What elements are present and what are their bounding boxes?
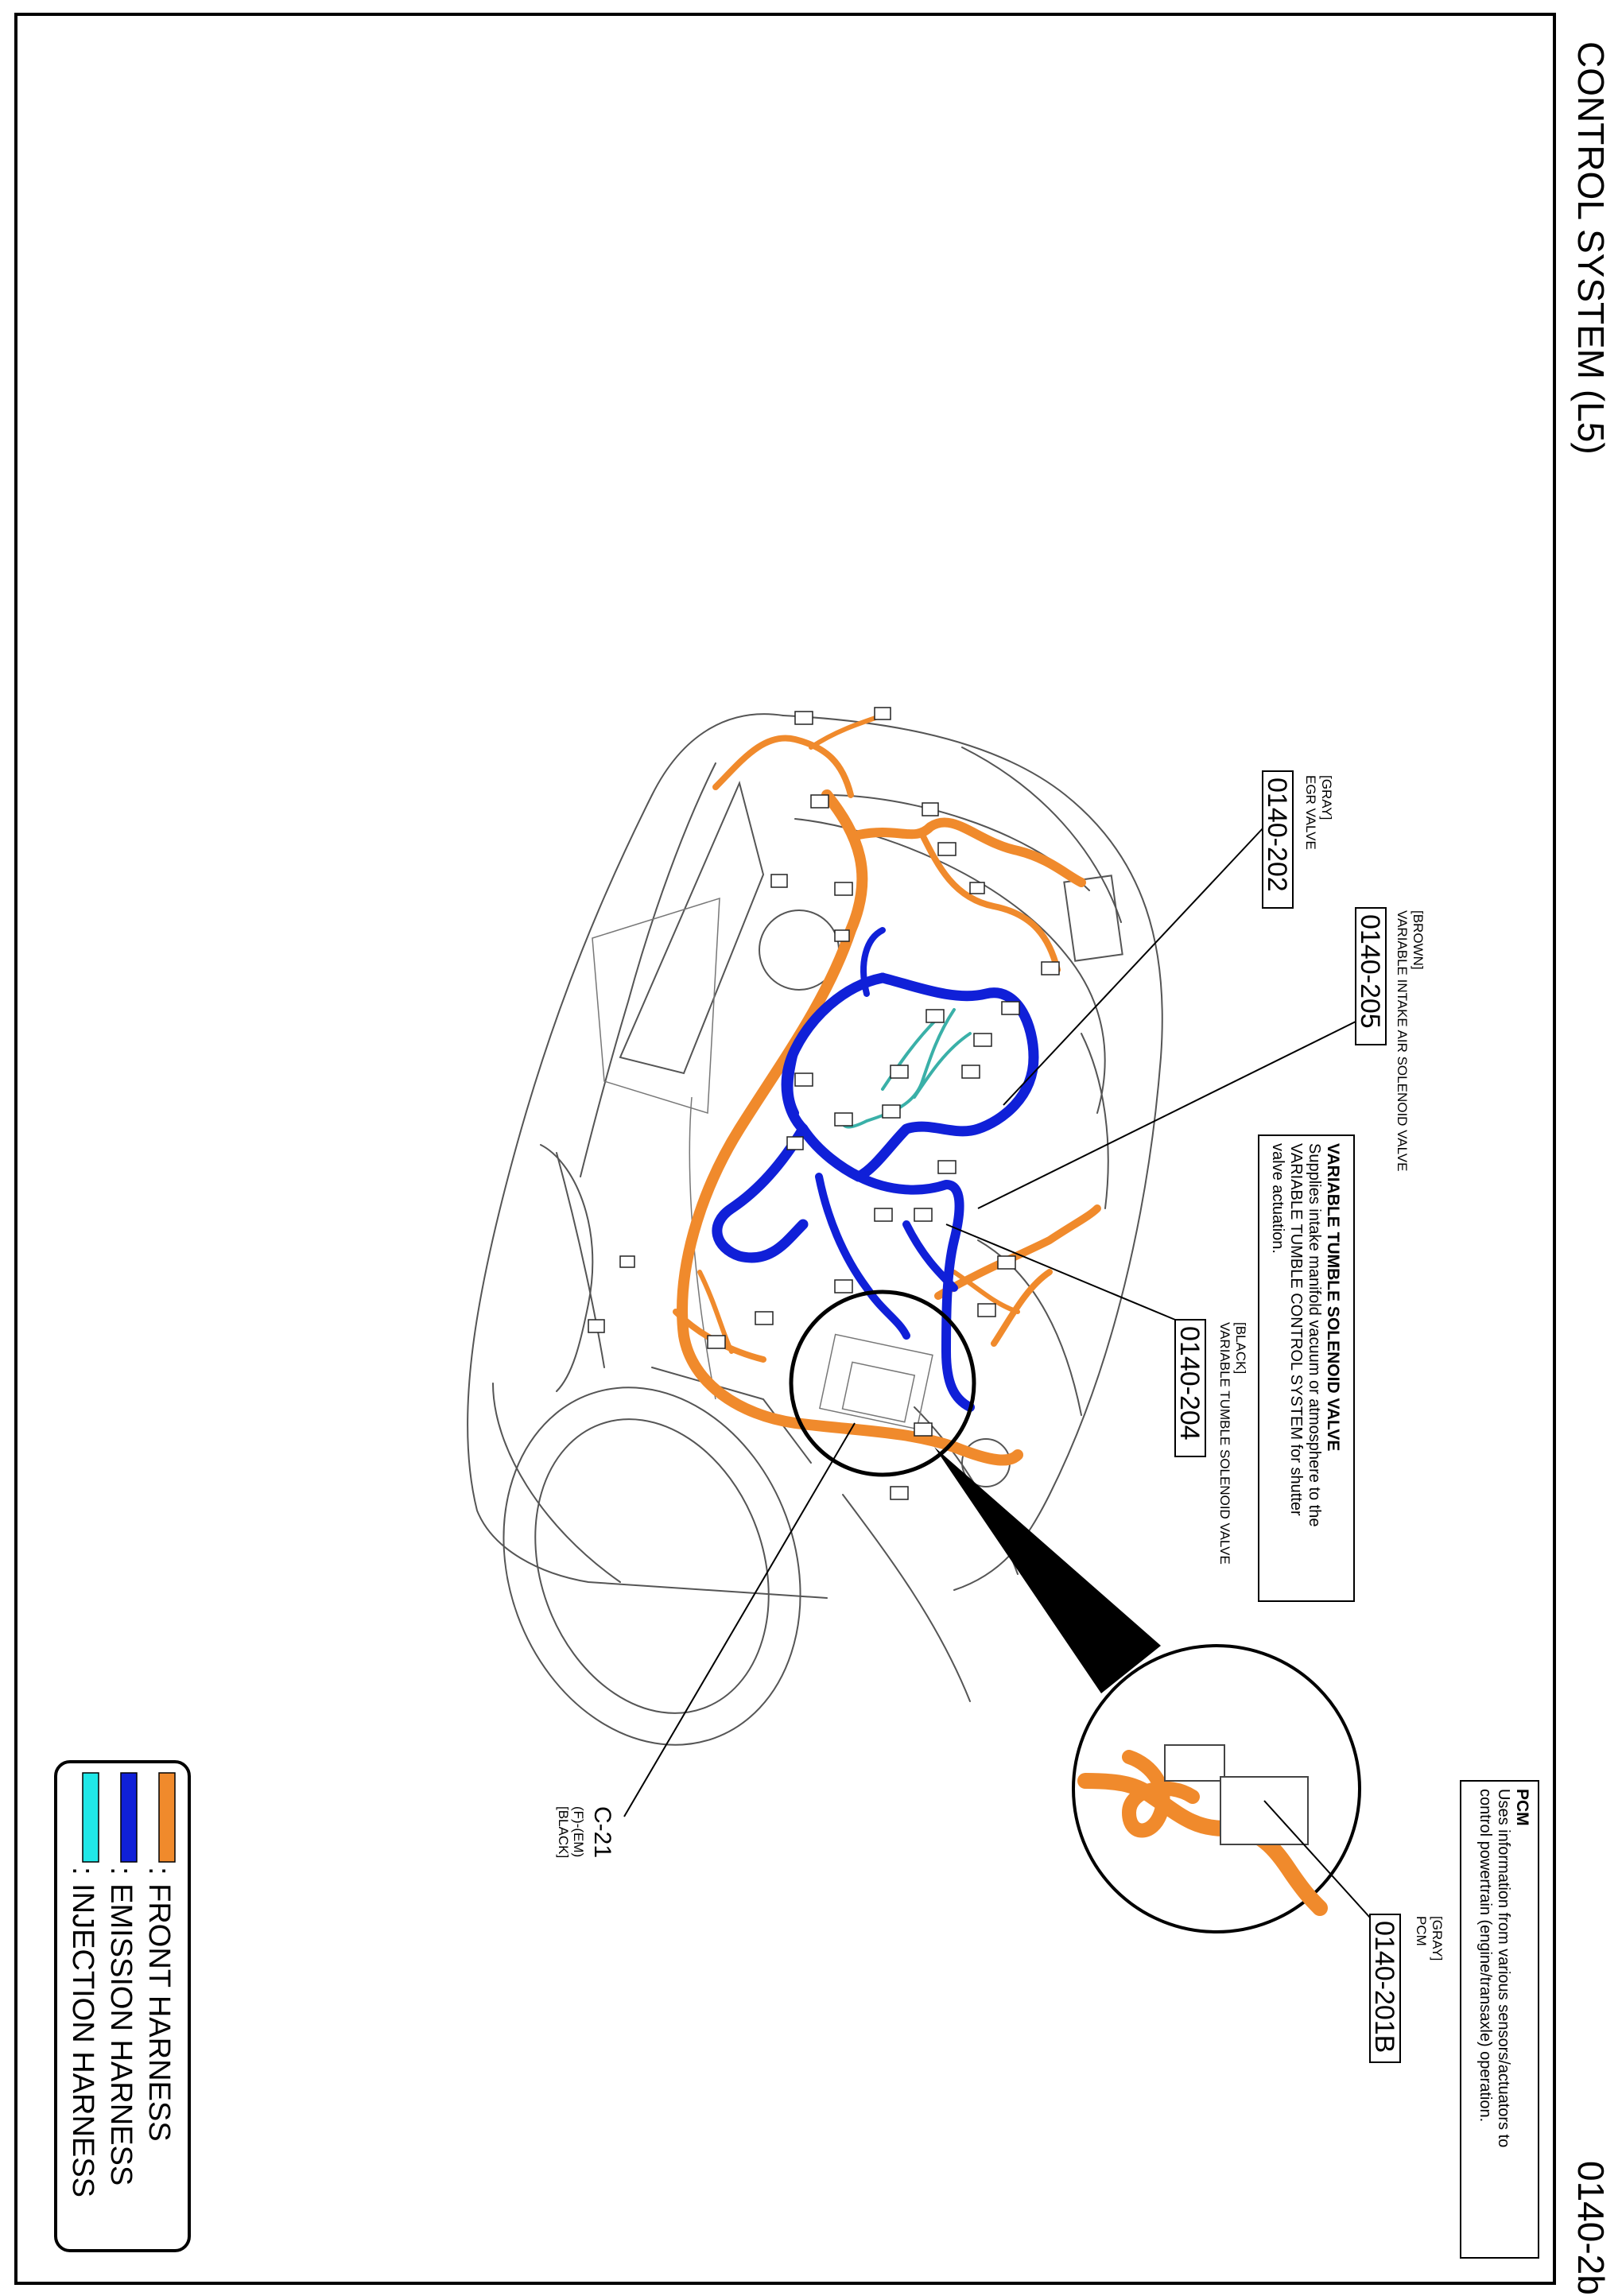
legend-label-front: : FRONT HARNESS — [142, 1867, 176, 2142]
callout-egr-valve — [1262, 771, 1334, 908]
description-variable-tumble-solenoid-valve — [1259, 1135, 1354, 1601]
legend-swatch-emission — [121, 1773, 137, 1862]
svg-text:control powertrain (engine/tra: control powertrain (engine/transaxle) operation. — [1476, 1789, 1494, 2123]
svg-text:VARIABLE TUMBLE SOLENOID VALVE: VARIABLE TUMBLE SOLENOID VALVE — [1324, 1143, 1342, 1452]
svg-text:[BROWN]: [BROWN] — [1411, 910, 1426, 970]
page-code: 0140-2b — [1570, 2161, 1612, 2295]
svg-text:PCM: PCM — [1513, 1789, 1531, 1826]
svg-text:C-21: C-21 — [589, 1806, 615, 1859]
legend-label-injection: : INJECTION HARNESS — [66, 1867, 99, 2197]
svg-text:0140-204: 0140-204 — [1174, 1326, 1205, 1441]
svg-text:[GRAY]: [GRAY] — [1319, 775, 1334, 820]
svg-text:VARIABLE TUMBLE SOLENOID VALVE: VARIABLE TUMBLE SOLENOID VALVE — [1217, 1322, 1232, 1565]
svg-text:EGR VALVE: EGR VALVE — [1303, 775, 1318, 850]
legend-swatch-front — [159, 1773, 175, 1862]
svg-text:0140-201B: 0140-201B — [1369, 1921, 1399, 2054]
zoom-cone — [934, 1447, 1161, 1693]
callout-variable-tumble-solenoid-valve — [1174, 1320, 1248, 1565]
svg-text:(F)-(EM): (F)-(EM) — [571, 1806, 586, 1858]
svg-text:valve actuation.: valve actuation. — [1269, 1143, 1286, 1254]
svg-text:Supplies intake manifold vacuu: Supplies intake manifold vacuum or atmosphere to the — [1306, 1143, 1323, 1527]
svg-text:VARIABLE INTAKE AIR SOLENOID V: VARIABLE INTAKE AIR SOLENOID VALVE — [1395, 910, 1410, 1172]
svg-text:[BLACK]: [BLACK] — [1233, 1322, 1248, 1375]
svg-text:0140-202: 0140-202 — [1262, 778, 1292, 892]
front-harness — [676, 716, 1097, 1460]
svg-text:PCM: PCM — [1414, 1916, 1429, 1946]
svg-text:0140-205: 0140-205 — [1355, 914, 1385, 1029]
harness-legend — [56, 1762, 189, 2251]
callout-variable-intake-air-solenoid-valve — [1355, 908, 1426, 1171]
legend-label-emission: : EMISSION HARNESS — [104, 1867, 138, 2186]
connector-blocks — [588, 708, 1059, 1499]
svg-text:[BLACK]: [BLACK] — [556, 1806, 571, 1859]
pcm-zoom-detail — [1073, 1646, 1360, 1932]
connector-c21-label — [556, 1806, 615, 1858]
svg-text:[GRAY]: [GRAY] — [1430, 1916, 1445, 1961]
legend-swatch-injection — [83, 1773, 99, 1862]
description-pcm — [1461, 1781, 1539, 2258]
callout-pcm — [1369, 1914, 1445, 2062]
svg-text:Uses information from various: Uses information from various sensors/actuators to — [1495, 1789, 1512, 2148]
svg-text:VARIABLE TUMBLE CONTROL SYSTEM: VARIABLE TUMBLE CONTROL SYSTEM for shutter — [1287, 1143, 1305, 1516]
page-title: CONTROL SYSTEM (L5) — [1570, 41, 1612, 455]
